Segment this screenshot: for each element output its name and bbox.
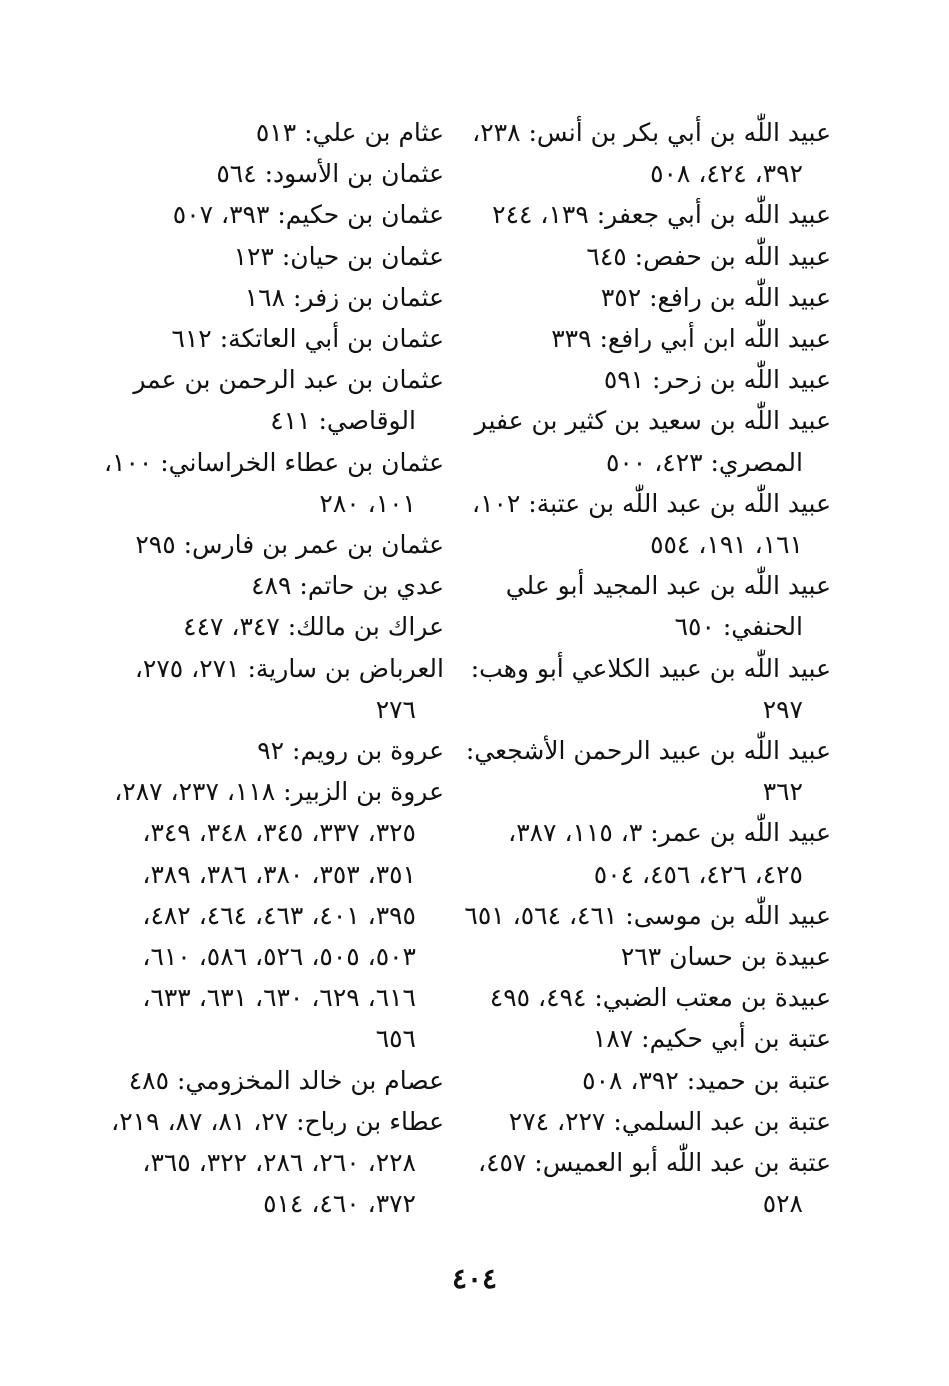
entry-continuation-line: الوقاصي: ٤١١ — [270, 406, 416, 436]
entry-line: عتبة بن عبد السلمي: ٢٢٧، ٢٧٤ — [508, 1106, 831, 1136]
entry-line: عتبة بن أبي حكيم: ١٨٧ — [592, 1024, 831, 1054]
entry-continuation-line: ٦١٦، ٦٢٩، ٦٣٠، ٦٣١، ٦٣٣، — [142, 983, 416, 1013]
entry-line: عثمان بن حكيم: ٣٩٣، ٥٠٧ — [172, 200, 444, 230]
index-entry — [493, 277, 831, 318]
index-entry — [493, 318, 831, 359]
index-entry — [493, 565, 831, 647]
index-entry — [493, 936, 831, 977]
entry-continuation-line: ٥٠٣، ٥٠٥، ٥٢٦، ٥٨٦، ٦١٠، — [142, 942, 416, 972]
index-entry — [493, 1018, 831, 1059]
index-entry — [104, 277, 444, 318]
index-entry — [471, 483, 831, 565]
entry-line: عثمان بن أبي العاتكة: ٦١٢ — [171, 324, 444, 354]
index-entry — [104, 442, 444, 524]
entry-continuation-line: ٣٧٢، ٤٦٠، ٥١٤ — [263, 1189, 416, 1219]
entry-line: عروة بن الزبير: ١١٨، ٢٣٧، ٢٨٧، — [114, 777, 444, 807]
entry-line: عثمان بن عطاء الخراساني: ١٠٠، — [103, 447, 444, 477]
entry-line: عبيد اللّٰه بن عبد المجيد أبو علي — [505, 571, 831, 601]
right-column — [464, 112, 831, 1224]
entry-line: عروة بن رويم: ٩٢ — [257, 736, 444, 766]
entry-line: عثمان بن حيان: ١٢٣ — [233, 241, 444, 271]
index-entry — [489, 977, 831, 1018]
entry-continuation-line: ٣٩٢، ٤٢٤، ٥٠٨ — [650, 159, 803, 189]
entry-line: عبيد اللّٰه بن موسى: ٤٦١، ٥٦٤، ٦٥١ — [464, 900, 831, 930]
entry-line: عبيد اللّٰه بن عبيد الرحمن الأشجعي: — [465, 736, 831, 766]
index-entry — [104, 730, 444, 771]
entry-line: عبيد اللّٰه بن عمر: ٣، ١١٥، ٣٨٧، — [508, 818, 831, 848]
index-entry — [104, 236, 444, 277]
index-entry — [493, 1060, 831, 1101]
entry-continuation-line: ١٦١، ١٩١، ٥٥٤ — [650, 530, 803, 560]
index-entry — [493, 812, 831, 894]
entry-line: عبيد اللّٰه بن أبي جعفر: ١٣٩، ٢٤٤ — [492, 200, 831, 230]
index-entry — [493, 236, 831, 277]
left-column — [104, 112, 444, 1224]
entry-line: عتبة بن عبد اللّٰه أبو العميس: ٤٥٧، — [477, 1148, 831, 1178]
index-entry — [104, 318, 444, 359]
entry-continuation-line: ٣٩٥، ٤٠١، ٤٦٣، ٤٦٤، ٤٨٢، — [142, 900, 416, 930]
entry-line: عبيد اللّٰه بن سعيد بن كثير بن عفير — [474, 406, 831, 436]
entry-line: عبيد اللّٰه بن حفص: ٦٤٥ — [586, 241, 831, 271]
entry-line: عبيد اللّٰه بن عبد اللّٰه بن عتبة: ١٠٢، — [471, 488, 831, 518]
entry-line: عثمان بن عمر بن فارس: ٢٩٥ — [135, 530, 444, 560]
page-number: ٤٠٤ — [451, 1262, 498, 1295]
entry-line: عثمان بن الأسود: ٥٦٤ — [216, 159, 444, 189]
entry-line: عبيدة بن حسان ٢٦٣ — [620, 942, 831, 972]
index-entry — [104, 153, 444, 194]
entry-continuation-line: ٦٥٦ — [375, 1024, 416, 1054]
entry-line: عثام بن علي: ٥١٣ — [255, 118, 444, 147]
entry-continuation-line: المصري: ٤٢٣، ٥٠٠ — [605, 447, 803, 477]
entry-continuation-line: ٢٧٦ — [375, 694, 416, 724]
index-entry — [104, 359, 444, 441]
index-entry — [104, 648, 444, 730]
index-entry — [477, 1142, 831, 1224]
index-entry — [472, 112, 831, 194]
entry-continuation-line: ٤٢٥، ٤٢٦، ٤٥٦، ٥٠٤ — [593, 859, 803, 889]
entry-line: عثمان بن عبد الرحمن بن عمر — [133, 365, 444, 395]
entry-line: عثمان بن زفر: ١٦٨ — [244, 282, 444, 312]
entry-line: عدي بن حاتم: ٤٨٩ — [251, 571, 444, 601]
index-entry — [104, 771, 444, 1059]
entry-line: عبيد اللّٰه بن أبي بكر بن أنس: ٢٣٨، — [472, 118, 831, 147]
entry-continuation-line: ٣٦٢ — [762, 777, 803, 807]
index-entry — [104, 1060, 444, 1101]
index-entry — [104, 194, 444, 235]
entry-continuation-line: ٣٢٥، ٣٣٧، ٣٤٥، ٣٤٨، ٣٤٩، — [142, 818, 416, 848]
index-entry — [104, 1101, 444, 1225]
entry-line: عبيد اللّٰه بن عبيد الكلاعي أبو وهب: — [470, 653, 831, 683]
index-entry — [493, 194, 831, 235]
entry-continuation-line: ٢٢٨، ٢٦٠، ٢٨٦، ٣٢٢، ٣٦٥، — [142, 1148, 416, 1178]
entry-line: عبيدة بن معتب الضبي: ٤٩٤، ٤٩٥ — [489, 983, 831, 1013]
index-entry — [104, 524, 444, 565]
index-entry — [104, 606, 444, 647]
entry-continuation-line: ٥٢٨ — [762, 1189, 803, 1219]
index-entry — [464, 895, 831, 936]
entry-continuation-line: ١٠١، ٢٨٠ — [319, 488, 416, 518]
index-entry — [104, 565, 444, 606]
entry-continuation-line: ٢٩٧ — [762, 694, 803, 724]
index-entry — [493, 359, 831, 400]
entry-continuation-line: الحنفي: ٦٥٠ — [674, 612, 803, 642]
entry-line: عراك بن مالك: ٣٤٧، ٤٤٧ — [183, 612, 444, 642]
entry-line: العرباض بن سارية: ٢٧١، ٢٧٥، — [134, 653, 444, 683]
entry-continuation-line: ٣٥١، ٣٥٣، ٣٨٠، ٣٨٦، ٣٨٩، — [142, 859, 416, 889]
entry-line: عبيد اللّٰه بن زحر: ٥٩١ — [603, 365, 831, 395]
entry-line: عبيد اللّٰه ابن أبي رافع: ٣٣٩ — [551, 324, 831, 354]
entry-line: عبيد اللّٰه بن رافع: ٣٥٢ — [600, 282, 831, 312]
entry-line: عصام بن خالد المخزومي: ٤٨٥ — [128, 1065, 444, 1095]
index-entry — [493, 1101, 831, 1142]
entry-line: عتبة بن حميد: ٣٩٢، ٥٠٨ — [582, 1065, 831, 1095]
index-entry — [470, 648, 831, 730]
index-entry — [474, 400, 831, 482]
index-entry — [465, 730, 831, 812]
index-entry — [104, 112, 444, 153]
entry-line: عطاء بن رباح: ٢٧، ٨١، ٨٧، ٢١٩، — [111, 1106, 444, 1136]
